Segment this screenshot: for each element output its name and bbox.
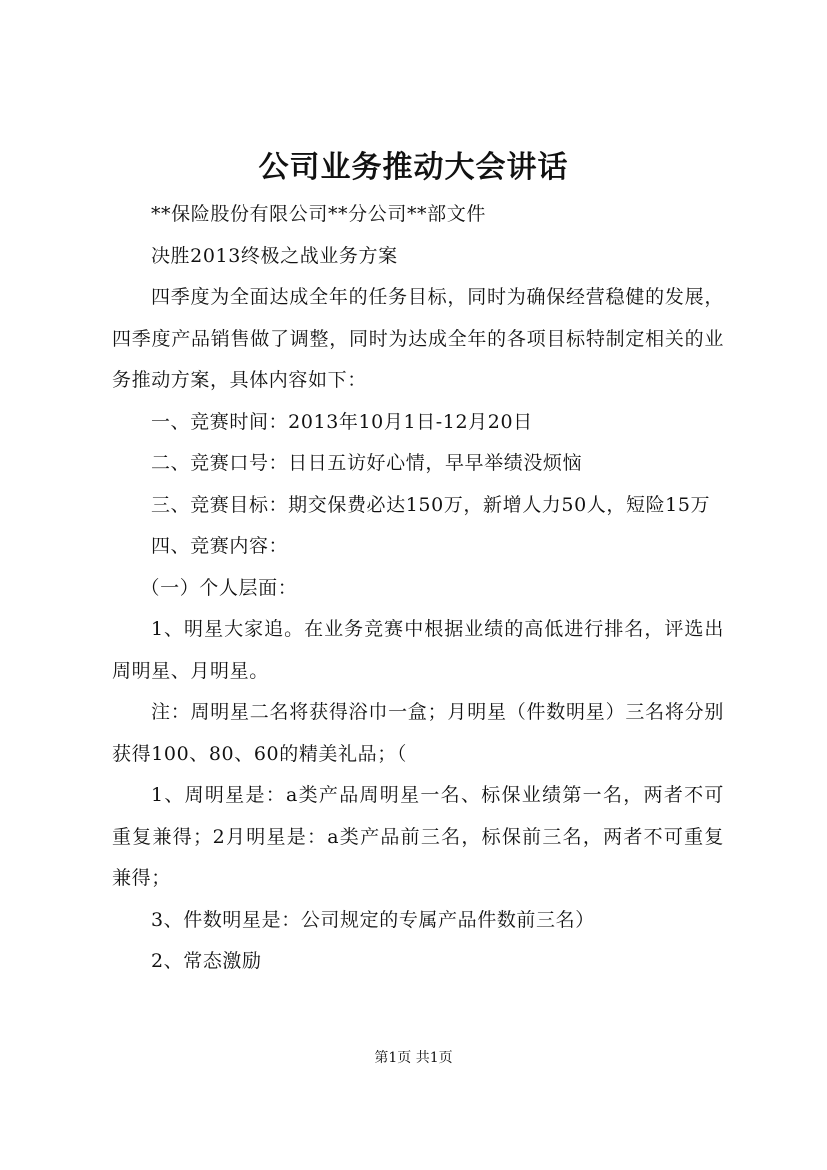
paragraph-week-month-star: 1、周明星是：a类产品周明星一名、标保业绩第一名，两者不可重复兼得；2月明星是：a类产品前三名，标保前三名，两者不可重复兼得； [112, 784, 724, 889]
paragraph-issuer: **保险股份有限公司**分公司**部文件 [150, 203, 486, 225]
paragraph-intro: 四季度为全面达成全年的任务目标，同时为确保经营稳健的发展，四季度产品销售做了调整，同时为达成全年的各项目标特制定相关的业务推动方案，具体内容如下： [112, 286, 724, 391]
paragraph-time: 一、竞赛时间：2013年10月1日-12月20日 [150, 410, 533, 433]
document-title: 公司业务推动大会讲话 [258, 150, 569, 185]
page-footer: 第1页 共1页 [374, 1050, 453, 1066]
paragraph-regular-incentive: 2、常态激励 [150, 950, 262, 972]
paragraph-slogan: 二、竞赛口号：日日五访好心情，早早举绩没烦恼 [150, 452, 583, 474]
document-body [112, 194, 724, 983]
paragraph-content-heading: 四、竞赛内容： [150, 535, 289, 557]
paragraph-plan-name: 决胜2013终极之战业务方案 [150, 244, 398, 267]
paragraph-count-star: 3、件数明星是：公司规定的专属产品件数前三名） [150, 908, 595, 931]
paragraph-personal-level: （一）个人层面： [140, 576, 298, 599]
paragraph-goal: 三、竞赛目标：期交保费必达150万，新增人力50人，短险15万 [150, 493, 711, 516]
paragraph-note: 注：周明星二名将获得浴巾一盒；月明星（件数明星）三名将分别获得100、80、60的精美礼品；（ [112, 701, 724, 765]
paragraph-star-ranking: 1、明星大家追。在业务竞赛中根据业绩的高低进行排名，评选出周明星、月明星。 [112, 618, 724, 682]
